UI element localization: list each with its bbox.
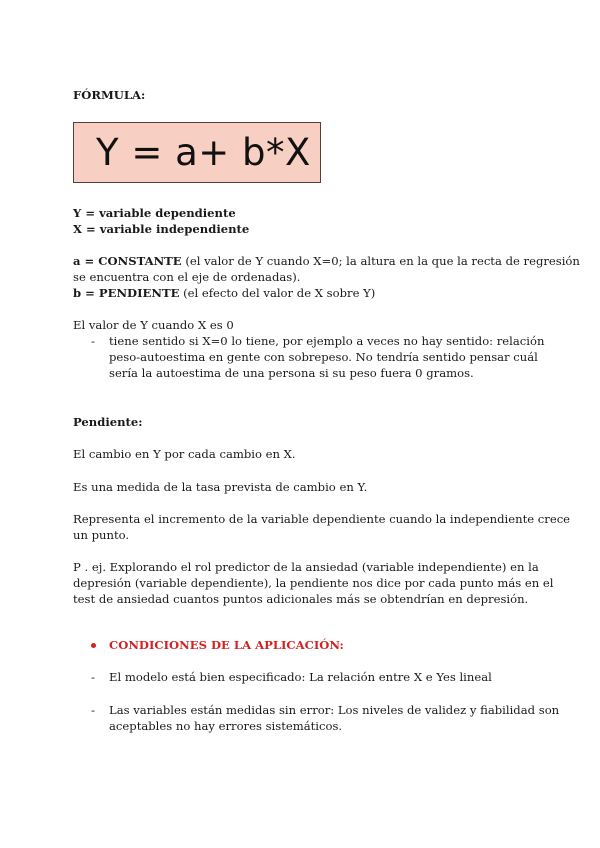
pendiente-p4-line-1: P . ej. Explorando el rol predictor de la ansiedad (variable independiente) en la [73, 560, 539, 574]
formula-box [73, 122, 321, 183]
pendiente-p3-line-1: Representa el incremento de la variable dependiente cuando la independiente crece [73, 512, 571, 526]
formula-label: FÓRMULA: [73, 88, 146, 102]
x-zero-line-2: peso-autoestima en gente con sobrepeso. No tendría sentido pensar cuál [109, 350, 538, 364]
pendiente-p3-line-2: un punto. [73, 528, 130, 542]
pendiente-title: Pendiente: [73, 415, 143, 429]
pendiente-p4-line-2: depresión (variable dependiente), la pendiente nos dice por cada punto más en el [73, 576, 554, 590]
condicion-1-text: El modelo está bien especificado: La relación entre X e Yes lineal [109, 670, 492, 684]
condicion-2-line-2: aceptables no hay errores sistemáticos. [109, 719, 343, 733]
condiciones-title: CONDICIONES DE LA APLICACIÓN: [109, 638, 344, 652]
definition-a-cont: se encuentra con el eje de ordenadas). [73, 270, 301, 284]
pendiente-p2: Es una medida de la tasa prevista de cambio en Y. [73, 480, 368, 494]
bullet-dot-icon [91, 643, 96, 648]
condicion-2-line-1: Las variables están medidas sin error: Los niveles de validez y fiabilidad son [109, 703, 560, 717]
x-zero-line-1: tiene sentido si X=0 lo tiene, por ejemplo a veces no hay sentido: relación [109, 334, 545, 348]
definition-b: b = PENDIENTE (el efecto del valor de X sobre Y) [73, 286, 376, 300]
formula-text: Y = a+ b*X [96, 131, 311, 174]
definition-x: X = variable independiente [73, 222, 250, 236]
definition-a: a = CONSTANTE (el valor de Y cuando X=0; la altura en la que la recta de regresión [73, 254, 580, 268]
dash-marker: - [91, 670, 95, 684]
dash-marker: - [91, 334, 95, 348]
x-zero-intro: El valor de Y cuando X es 0 [73, 318, 234, 332]
definition-y: Y = variable dependiente [73, 206, 236, 220]
pendiente-p1: El cambio en Y por cada cambio en X. [73, 447, 296, 461]
x-zero-line-3: sería la autoestima de una persona si su peso fuera 0 gramos. [109, 366, 474, 380]
dash-marker: - [91, 703, 95, 717]
pendiente-p4-line-3: test de ansiedad cuantos puntos adicionales más se obtendrían en depresión. [73, 592, 529, 606]
